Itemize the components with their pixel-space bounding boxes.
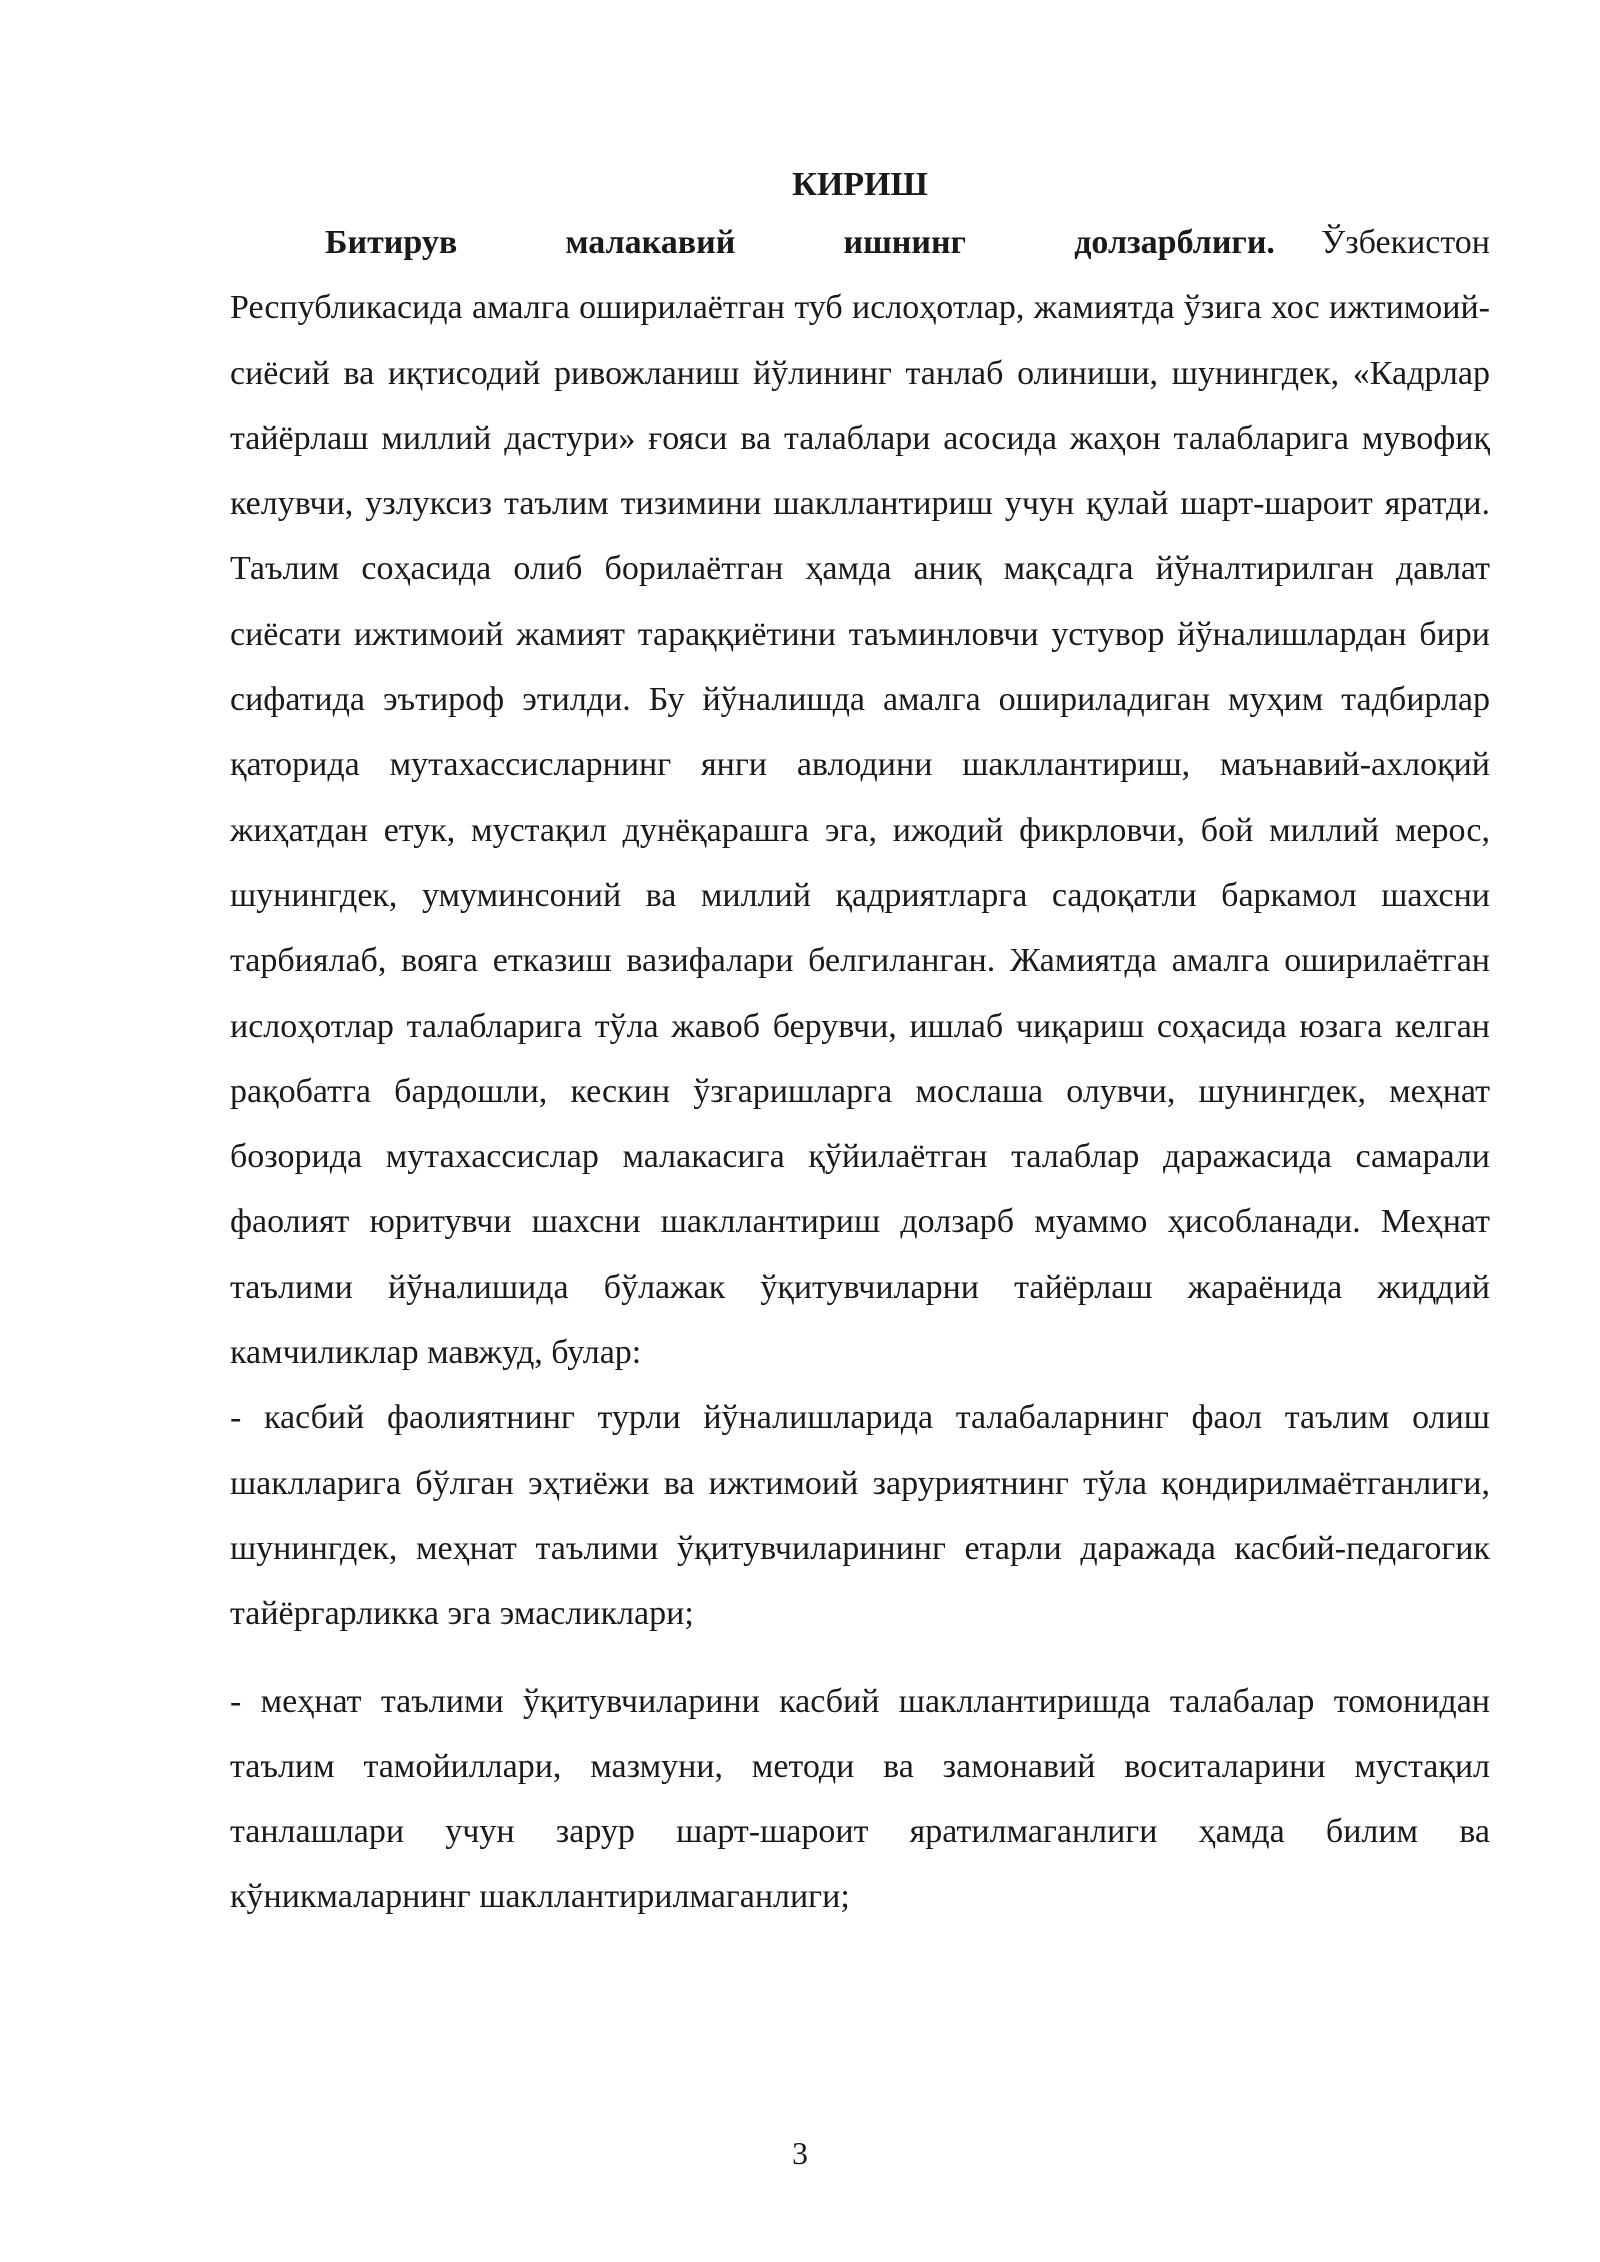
lead-heading: Битирув малакавий ишнинг долзарблиги. [325,224,1275,261]
bullet-item-1: - касбий фаолиятнинг турли йўналишларида талабаларнинг фаол таълим олиш шаклларига бўлган эҳтиёжи ва ижтимоий заруриятнинг тўла қондирилмаётганлиги, шунингдек, меҳнат таълими ўқитувчиларининг етарли даражада касбий-педагогик тайёргарликка эга эмасликлари; [230,1399,1490,1633]
page-number: 3 [792,2135,808,2171]
bullet-item-2: - меҳнат таълими ўқитувчиларини касбий шакллантиришда талабалар томонидан таълим тамойиллари, мазмуни, методи ва замонавий воситаларини мустақил танлашлари учун зарур шарт-шароит яратилмаганлиги ҳамда билим ва кўникмаларнинг шакллантирилмаганлиги; [230,1682,1490,1916]
section-title: КИРИШ [792,166,928,203]
document-page [230,160,1490,1930]
intro-text: Ўзбекистон Республикасида амалга оширилаётган туб ислоҳотлар, жамиятда ўзига хос ижтимоий-сиёсий ва иқтисодий ривожланиш йўлининг танлаб олиниши, шунингдек, «Кадрлар тайёрлаш миллий дастури» ғояси ва талаблари асосида жаҳон талабларига мувофиқ келувчи, узлуксиз таълим тизимини шакллантириш учун қулай шарт-шароит яратди. Таълим соҳасида олиб борилаётган ҳамда аниқ мақсадга йўналтирилган давлат сиёсати ижтимоий жамият тараққиётини таъминловчи устувор йўналишлардан бири сифатида эътироф этилди. Бу йўналишда амалга ошириладиган муҳим тадбирлар қаторида мутахассисларнинг янги авлодини шакллантириш, маънавий-ахлоқий жиҳатдан етук, мустақил дунёқарашга эга, ижодий фикрловчи, бой миллий мерос, шунингдек, умуминсоний ва миллий қадриятларга садоқатли баркамол шахсни тарбиялаб, вояга етказиш вазифалари белгиланган. Жамиятда амалга оширилаётган ислоҳотлар талабларига тўла жавоб берувчи, ишлаб чиқариш соҳасида юзага келган рақобатга бардошли, кескин ўзгаришларга мослаша олувчи, шунингдек, меҳнат бозорида мутахассислар малакасига қўйилаётган талаблар даражасида самарали фаолият юритувчи шахсни шакллантириш долзарб муаммо ҳисобланади. Меҳнат таълими йўналишида бўлажак ўқитувчиларни тайёрлаш жараёнида жиддий камчиликлар мавжуд, булар: [230,224,1490,1372]
intro-paragraph [230,210,1490,1385]
